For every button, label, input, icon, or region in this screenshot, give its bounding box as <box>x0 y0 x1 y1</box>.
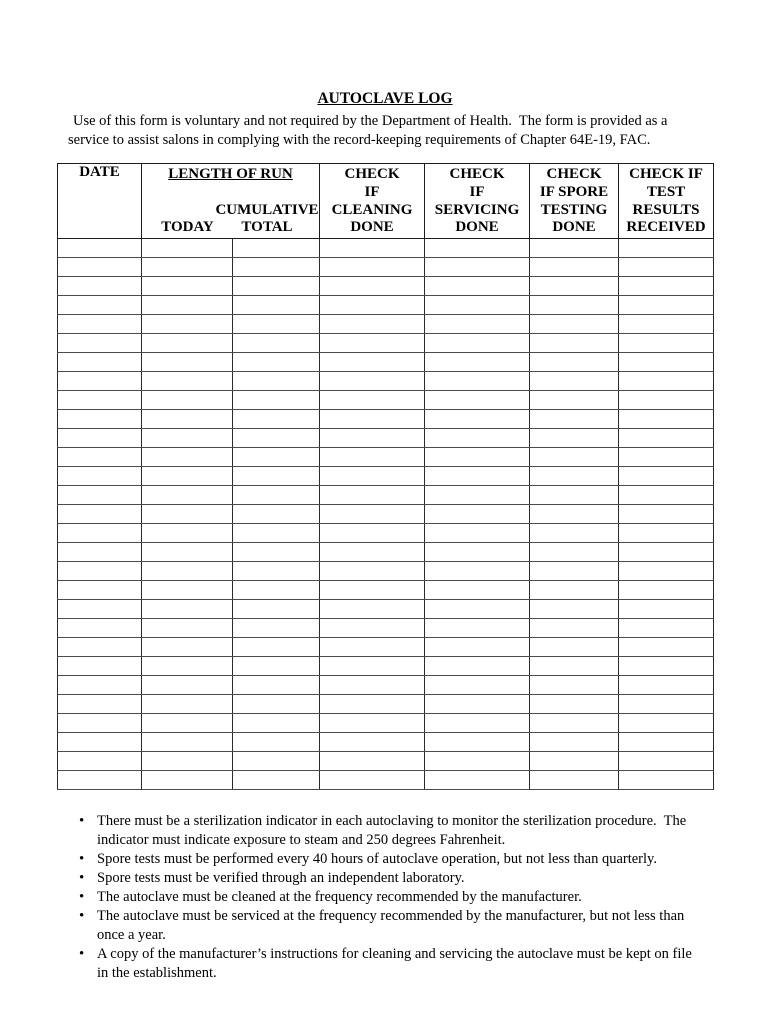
cell-cumulative-total[interactable] <box>233 391 320 410</box>
table-row <box>58 239 714 258</box>
cell-today[interactable] <box>142 581 233 600</box>
cell-servicing-done[interactable] <box>425 391 530 410</box>
cell-cleaning-done[interactable] <box>320 391 425 410</box>
table-row <box>58 771 714 790</box>
list-item <box>78 850 700 869</box>
cell-cumulative-total[interactable] <box>233 315 320 334</box>
cell-servicing-done[interactable] <box>425 467 530 486</box>
cell-spore-testing-done[interactable] <box>530 714 619 733</box>
note-text: The autoclave must be serviced at the frequency recommended by the manufacturer, but not less than once a year. <box>97 908 688 943</box>
cell-cleaning-done[interactable] <box>320 372 425 391</box>
table-row <box>58 258 714 277</box>
cell-date[interactable] <box>58 657 142 676</box>
cell-servicing-done[interactable] <box>425 676 530 695</box>
cell-servicing-done[interactable] <box>425 562 530 581</box>
cell-today[interactable] <box>142 619 233 638</box>
cell-spore-testing-done[interactable] <box>530 258 619 277</box>
cell-servicing-done[interactable] <box>425 448 530 467</box>
intro-paragraph: Use of this form is voluntary and not required by the Department of Health. The form is provided as a service to assist salons in complying with the record-keeping requirements of Chapter 64E-19, FAC. <box>68 113 672 148</box>
cell-date[interactable] <box>58 695 142 714</box>
cell-cumulative-total[interactable] <box>233 600 320 619</box>
header-servicing-done: CHECK IF SERVICING DONE <box>425 164 530 239</box>
cell-cumulative-total[interactable] <box>233 714 320 733</box>
note-text: Spore tests must be performed every 40 hours of autoclave operation, but not less than quarterly. <box>97 851 657 867</box>
cell-servicing-done[interactable] <box>425 752 530 771</box>
cell-date[interactable] <box>58 543 142 562</box>
cell-cleaning-done[interactable] <box>320 695 425 714</box>
header-today: TODAY <box>161 219 214 235</box>
list-item <box>78 888 700 907</box>
cell-test-results-received[interactable] <box>619 676 714 695</box>
cell-cleaning-done[interactable] <box>320 619 425 638</box>
cell-spore-testing-done[interactable] <box>530 505 619 524</box>
cell-cumulative-total[interactable] <box>233 619 320 638</box>
cell-spore-testing-done[interactable] <box>530 619 619 638</box>
cell-cleaning-done[interactable] <box>320 296 425 315</box>
cell-test-results-received[interactable] <box>619 771 714 790</box>
cell-date[interactable] <box>58 391 142 410</box>
cell-cleaning-done[interactable] <box>320 638 425 657</box>
cell-spore-testing-done[interactable] <box>530 486 619 505</box>
cell-date[interactable] <box>58 448 142 467</box>
table-row <box>58 448 714 467</box>
cell-spore-testing-done[interactable] <box>530 239 619 258</box>
cell-cleaning-done[interactable] <box>320 657 425 676</box>
cell-servicing-done[interactable] <box>425 258 530 277</box>
cell-cumulative-total[interactable] <box>233 448 320 467</box>
cell-spore-testing-done[interactable] <box>530 581 619 600</box>
bullet-icon: • <box>79 812 85 829</box>
cell-servicing-done[interactable] <box>425 277 530 296</box>
cell-today[interactable] <box>142 391 233 410</box>
cell-test-results-received[interactable] <box>619 334 714 353</box>
cell-test-results-received[interactable] <box>619 581 714 600</box>
cell-cleaning-done[interactable] <box>320 429 425 448</box>
cell-cleaning-done[interactable] <box>320 600 425 619</box>
cell-spore-testing-done[interactable] <box>530 543 619 562</box>
table-row <box>58 600 714 619</box>
cell-today[interactable] <box>142 353 233 372</box>
cell-test-results-received[interactable] <box>619 486 714 505</box>
table-row <box>58 657 714 676</box>
cell-today[interactable] <box>142 771 233 790</box>
cell-date[interactable] <box>58 372 142 391</box>
table-row <box>58 296 714 315</box>
cell-servicing-done[interactable] <box>425 353 530 372</box>
cell-test-results-received[interactable] <box>619 638 714 657</box>
cell-test-results-received[interactable] <box>619 562 714 581</box>
cell-date[interactable] <box>58 486 142 505</box>
cell-test-results-received[interactable] <box>619 258 714 277</box>
table-row <box>58 277 714 296</box>
list-item <box>78 869 700 888</box>
cell-cumulative-total[interactable] <box>233 752 320 771</box>
cell-cumulative-total[interactable] <box>233 258 320 277</box>
header-cleaning-done: CHECK IF CLEANING DONE <box>320 164 425 239</box>
cell-today[interactable] <box>142 486 233 505</box>
cell-spore-testing-done[interactable] <box>530 733 619 752</box>
cell-cleaning-done[interactable] <box>320 410 425 429</box>
cell-cumulative-total[interactable] <box>233 277 320 296</box>
cell-date[interactable] <box>58 524 142 543</box>
cell-cumulative-total[interactable] <box>233 733 320 752</box>
cell-today[interactable] <box>142 334 233 353</box>
cumulative-label: CUMULATIVE <box>215 202 319 218</box>
table-row <box>58 562 714 581</box>
cell-test-results-received[interactable] <box>619 714 714 733</box>
header-cumulative-total <box>214 202 320 236</box>
length-of-run-sublabels <box>142 202 320 236</box>
cell-servicing-done[interactable] <box>425 600 530 619</box>
cell-test-results-received[interactable] <box>619 600 714 619</box>
table-header-row <box>58 164 714 239</box>
cell-spore-testing-done[interactable] <box>530 695 619 714</box>
cell-servicing-done[interactable] <box>425 619 530 638</box>
table-row <box>58 733 714 752</box>
cell-cleaning-done[interactable] <box>320 448 425 467</box>
notes-list <box>78 812 700 983</box>
length-of-run-label: LENGTH OF RUN <box>168 166 293 182</box>
cell-date[interactable] <box>58 771 142 790</box>
cell-date[interactable] <box>58 600 142 619</box>
cell-cleaning-done[interactable] <box>320 752 425 771</box>
cell-spore-testing-done[interactable] <box>530 429 619 448</box>
cell-test-results-received[interactable] <box>619 448 714 467</box>
cell-cumulative-total[interactable] <box>233 524 320 543</box>
cell-test-results-received[interactable] <box>619 296 714 315</box>
list-item <box>78 812 700 850</box>
cell-servicing-done[interactable] <box>425 714 530 733</box>
cell-date[interactable] <box>58 733 142 752</box>
table-row <box>58 619 714 638</box>
cell-date[interactable] <box>58 315 142 334</box>
cell-cumulative-total[interactable] <box>233 771 320 790</box>
bullet-icon: • <box>79 888 85 905</box>
table-body <box>58 239 714 790</box>
cell-cumulative-total[interactable] <box>233 505 320 524</box>
cell-today[interactable] <box>142 543 233 562</box>
cell-test-results-received[interactable] <box>619 695 714 714</box>
table-row <box>58 372 714 391</box>
list-item <box>78 907 700 945</box>
cell-spore-testing-done[interactable] <box>530 467 619 486</box>
cell-cumulative-total[interactable] <box>233 695 320 714</box>
cell-cleaning-done[interactable] <box>320 353 425 372</box>
cell-cleaning-done[interactable] <box>320 505 425 524</box>
cell-servicing-done[interactable] <box>425 638 530 657</box>
cell-today[interactable] <box>142 258 233 277</box>
cell-test-results-received[interactable] <box>619 429 714 448</box>
cell-test-results-received[interactable] <box>619 239 714 258</box>
bullet-icon: • <box>79 850 85 867</box>
bullet-icon: • <box>79 907 85 924</box>
cell-cumulative-total[interactable] <box>233 486 320 505</box>
cell-cleaning-done[interactable] <box>320 334 425 353</box>
cell-servicing-done[interactable] <box>425 372 530 391</box>
cell-cleaning-done[interactable] <box>320 562 425 581</box>
cell-today[interactable] <box>142 733 233 752</box>
cell-servicing-done[interactable] <box>425 733 530 752</box>
cell-today[interactable] <box>142 239 233 258</box>
table-row <box>58 353 714 372</box>
cell-cumulative-total[interactable] <box>233 676 320 695</box>
cell-spore-testing-done[interactable] <box>530 410 619 429</box>
cell-servicing-done[interactable] <box>425 771 530 790</box>
cell-spore-testing-done[interactable] <box>530 315 619 334</box>
cell-servicing-done[interactable] <box>425 239 530 258</box>
cell-cumulative-total[interactable] <box>233 410 320 429</box>
cell-cleaning-done[interactable] <box>320 467 425 486</box>
table-row <box>58 638 714 657</box>
cell-date[interactable] <box>58 676 142 695</box>
cell-today[interactable] <box>142 676 233 695</box>
cell-servicing-done[interactable] <box>425 315 530 334</box>
table-row <box>58 695 714 714</box>
cell-today[interactable] <box>142 657 233 676</box>
cell-servicing-done[interactable] <box>425 486 530 505</box>
header-spore-testing-done: CHECK IF SPORE TESTING DONE <box>530 164 619 239</box>
cell-today[interactable] <box>142 277 233 296</box>
cell-today[interactable] <box>142 296 233 315</box>
table-row <box>58 429 714 448</box>
cell-test-results-received[interactable] <box>619 372 714 391</box>
cell-servicing-done[interactable] <box>425 334 530 353</box>
cell-date[interactable] <box>58 258 142 277</box>
cell-today[interactable] <box>142 429 233 448</box>
cell-date[interactable] <box>58 239 142 258</box>
cell-test-results-received[interactable] <box>619 543 714 562</box>
cell-cumulative-total[interactable] <box>233 334 320 353</box>
cell-spore-testing-done[interactable] <box>530 372 619 391</box>
document-title: AUTOCLAVE LOG <box>317 90 453 107</box>
bullet-icon: • <box>79 945 85 962</box>
cell-servicing-done[interactable] <box>425 296 530 315</box>
cell-servicing-done[interactable] <box>425 657 530 676</box>
cell-servicing-done[interactable] <box>425 505 530 524</box>
cell-date[interactable] <box>58 467 142 486</box>
cell-servicing-done[interactable] <box>425 410 530 429</box>
cell-today[interactable] <box>142 315 233 334</box>
cell-today[interactable] <box>142 410 233 429</box>
table-row <box>58 505 714 524</box>
cell-today[interactable] <box>142 752 233 771</box>
bullet-icon: • <box>79 869 85 886</box>
header-test-results-received: CHECK IF TEST RESULTS RECEIVED <box>619 164 714 239</box>
cell-test-results-received[interactable] <box>619 657 714 676</box>
cell-today[interactable] <box>142 714 233 733</box>
cell-spore-testing-done[interactable] <box>530 296 619 315</box>
table-row <box>58 334 714 353</box>
note-text: There must be a sterilization indicator in each autoclaving to monitor the sterilization procedure. The indicator must indicate exposure to steam and 250 degrees Fahrenheit. <box>97 813 690 848</box>
note-text: Spore tests must be verified through an independent laboratory. <box>97 870 465 886</box>
header-date: DATE <box>58 164 142 239</box>
cell-spore-testing-done[interactable] <box>530 448 619 467</box>
table-row <box>58 714 714 733</box>
cell-today[interactable] <box>142 524 233 543</box>
table-row <box>58 543 714 562</box>
cell-test-results-received[interactable] <box>619 619 714 638</box>
cell-cumulative-total[interactable] <box>233 638 320 657</box>
table-row <box>58 467 714 486</box>
cell-date[interactable] <box>58 410 142 429</box>
cell-today[interactable] <box>142 448 233 467</box>
cell-test-results-received[interactable] <box>619 505 714 524</box>
cell-date[interactable] <box>58 714 142 733</box>
total-label: TOTAL <box>241 219 293 235</box>
cell-date[interactable] <box>58 505 142 524</box>
cell-spore-testing-done[interactable] <box>530 676 619 695</box>
cell-spore-testing-done[interactable] <box>530 600 619 619</box>
cell-date[interactable] <box>58 752 142 771</box>
table-row <box>58 676 714 695</box>
cell-cumulative-total[interactable] <box>233 562 320 581</box>
cell-date[interactable] <box>58 581 142 600</box>
cell-test-results-received[interactable] <box>619 524 714 543</box>
cell-test-results-received[interactable] <box>619 752 714 771</box>
cell-spore-testing-done[interactable] <box>530 562 619 581</box>
list-item <box>78 945 700 983</box>
cell-date[interactable] <box>58 429 142 448</box>
cell-servicing-done[interactable] <box>425 695 530 714</box>
cell-cleaning-done[interactable] <box>320 239 425 258</box>
cell-date[interactable] <box>58 353 142 372</box>
cell-today[interactable] <box>142 638 233 657</box>
table-row <box>58 315 714 334</box>
cell-cleaning-done[interactable] <box>320 486 425 505</box>
cell-cumulative-total[interactable] <box>233 581 320 600</box>
cell-cleaning-done[interactable] <box>320 258 425 277</box>
cell-date[interactable] <box>58 296 142 315</box>
table-row <box>58 752 714 771</box>
cell-cumulative-total[interactable] <box>233 353 320 372</box>
cell-spore-testing-done[interactable] <box>530 752 619 771</box>
cell-test-results-received[interactable] <box>619 733 714 752</box>
cell-spore-testing-done[interactable] <box>530 524 619 543</box>
cell-test-results-received[interactable] <box>619 410 714 429</box>
cell-servicing-done[interactable] <box>425 581 530 600</box>
cell-cleaning-done[interactable] <box>320 733 425 752</box>
cell-cumulative-total[interactable] <box>233 296 320 315</box>
cell-cumulative-total[interactable] <box>233 372 320 391</box>
cell-date[interactable] <box>58 334 142 353</box>
cell-servicing-done[interactable] <box>425 429 530 448</box>
note-text: A copy of the manufacturer’s instructions for cleaning and servicing the autoclave must be kept on file in the establishment. <box>97 946 696 981</box>
cell-cleaning-done[interactable] <box>320 581 425 600</box>
cell-test-results-received[interactable] <box>619 315 714 334</box>
cell-cleaning-done[interactable] <box>320 543 425 562</box>
cell-date[interactable] <box>58 619 142 638</box>
cell-spore-testing-done[interactable] <box>530 334 619 353</box>
autoclave-log-table <box>57 163 714 790</box>
cell-today[interactable] <box>142 372 233 391</box>
table-row <box>58 524 714 543</box>
cell-today[interactable] <box>142 562 233 581</box>
cell-today[interactable] <box>142 505 233 524</box>
cell-test-results-received[interactable] <box>619 467 714 486</box>
cell-test-results-received[interactable] <box>619 353 714 372</box>
table-row <box>58 486 714 505</box>
cell-today[interactable] <box>142 467 233 486</box>
cell-spore-testing-done[interactable] <box>530 391 619 410</box>
cell-cumulative-total[interactable] <box>233 429 320 448</box>
cell-cleaning-done[interactable] <box>320 524 425 543</box>
cell-cleaning-done[interactable] <box>320 714 425 733</box>
cell-spore-testing-done[interactable] <box>530 353 619 372</box>
cell-today[interactable] <box>142 695 233 714</box>
cell-cumulative-total[interactable] <box>233 467 320 486</box>
cell-spore-testing-done[interactable] <box>530 657 619 676</box>
cell-spore-testing-done[interactable] <box>530 638 619 657</box>
cell-spore-testing-done[interactable] <box>530 771 619 790</box>
cell-cleaning-done[interactable] <box>320 771 425 790</box>
cell-cleaning-done[interactable] <box>320 676 425 695</box>
cell-cumulative-total[interactable] <box>233 543 320 562</box>
table-row <box>58 391 714 410</box>
cell-date[interactable] <box>58 638 142 657</box>
cell-date[interactable] <box>58 277 142 296</box>
cell-test-results-received[interactable] <box>619 391 714 410</box>
cell-cumulative-total[interactable] <box>233 239 320 258</box>
cell-spore-testing-done[interactable] <box>530 277 619 296</box>
cell-servicing-done[interactable] <box>425 543 530 562</box>
cell-cleaning-done[interactable] <box>320 277 425 296</box>
table-row <box>58 410 714 429</box>
cell-today[interactable] <box>142 600 233 619</box>
table-row <box>58 581 714 600</box>
cell-cleaning-done[interactable] <box>320 315 425 334</box>
cell-date[interactable] <box>58 562 142 581</box>
header-length-of-run <box>142 164 320 239</box>
cell-cumulative-total[interactable] <box>233 657 320 676</box>
cell-test-results-received[interactable] <box>619 277 714 296</box>
cell-servicing-done[interactable] <box>425 524 530 543</box>
note-text: The autoclave must be cleaned at the frequency recommended by the manufacturer. <box>97 889 582 905</box>
